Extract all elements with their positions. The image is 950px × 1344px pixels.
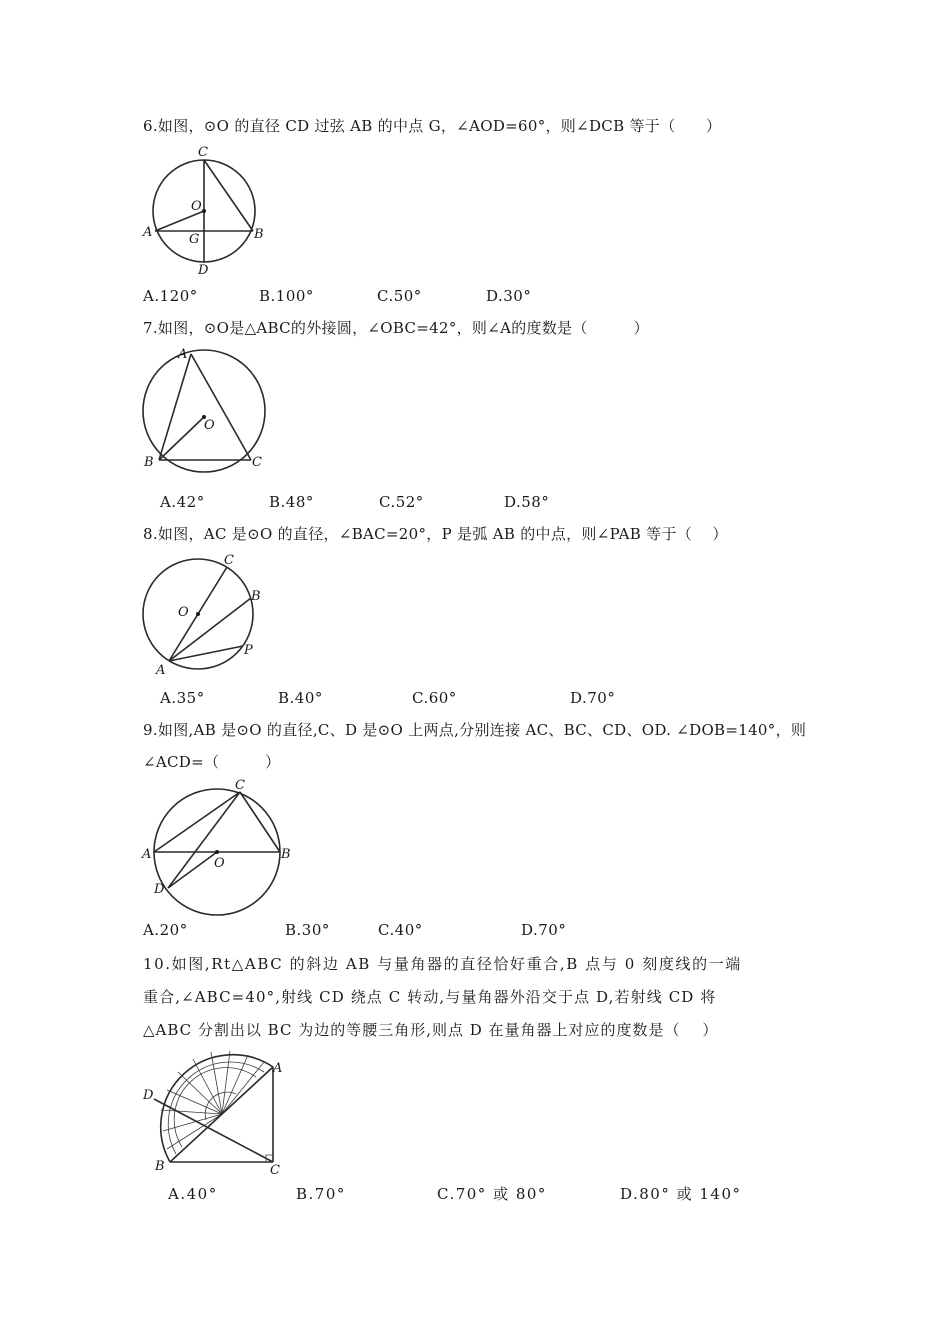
question-8-figure [140,550,265,678]
q7-label-b: B [144,455,154,470]
q7-label-o: O [204,418,215,433]
q6-label-b: B [254,227,264,242]
q10-label-b: B [155,1159,165,1174]
question-7-figure [140,344,270,479]
q9-label-c: C [235,778,245,793]
q9-label-d: D [154,882,165,897]
q10-option-b: B.70° [296,1185,346,1203]
q7-option-d: D.58° [504,493,550,511]
q7-label-c: C [252,455,262,470]
q8-label-b: B [251,589,261,604]
q7-option-a: A.42° [160,493,205,511]
q6-label-c: C [198,145,208,160]
q9-option-b: B.30° [285,921,330,939]
q10-option-d: D.80° 或 140° [620,1185,742,1203]
q6-option-a: A.120° [143,287,198,305]
question-10-figure [140,1048,285,1178]
question-10-text-line2: 重合,∠ABC=40°,射线 CD 绕点 C 转动,与量角器外沿交于点 D,若射线 CD 将 [143,988,717,1006]
q7-option-c: C.52° [379,493,424,511]
q6-option-b: B.100° [259,287,314,305]
q9-option-a: A.20° [143,921,188,939]
question-10-text-line1: 10.如图,Rt△ABC 的斜边 AB 与量角器的直径恰好重合,B 点与 0 刻度线的一端 [143,955,742,973]
question-6-text: 6.如图，⊙O 的直径 CD 过弦 AB 的中点 G，∠AOD=60°，则∠DCB 等于（ ） [143,117,722,135]
q7-label-a: A [178,347,188,362]
q8-option-b: B.40° [278,689,323,707]
q6-option-c: C.50° [377,287,422,305]
question-6-figure [140,142,265,277]
q9-label-o: O [214,856,225,871]
q9-label-a: A [142,847,152,862]
question-9-text-line1: 9.如图,AB 是⊙O 的直径,C、D 是⊙O 上两点,分别连接 AC、BC、CD、OD. ∠DOB=140°，则 [143,721,807,739]
q9-label-b: B [281,847,291,862]
q9-option-d: D.70° [521,921,567,939]
question-9-text-line2: ∠ACD=（ ） [143,753,281,771]
question-7-text: 7.如图，⊙O是△ABC的外接圆，∠OBC=42°，则∠A的度数是（ ） [143,319,649,337]
q8-option-a: A.35° [160,689,205,707]
question-8-text: 8.如图，AC 是⊙O 的直径，∠BAC=20°，P 是弧 AB 的中点，则∠PAB 等于（ ） [143,525,728,543]
q6-option-d: D.30° [486,287,532,305]
q7-option-b: B.48° [269,493,314,511]
q6-label-a: A [143,225,153,240]
q10-label-a: A [273,1061,283,1076]
q8-label-o: O [178,605,189,620]
q6-label-o: O [191,199,202,214]
q6-label-d: D [198,263,209,278]
question-9-figure [140,778,295,913]
q10-label-d: D [143,1088,154,1103]
q8-label-c: C [224,553,234,568]
q8-option-c: C.60° [412,689,457,707]
question-10-text-line3: △ABC 分割出以 BC 为边的等腰三角形,则点 D 在量角器上对应的度数是（ ） [143,1021,719,1039]
q10-option-a: A.40° [168,1185,218,1203]
q10-label-c: C [270,1163,280,1178]
q8-label-a: A [156,663,166,678]
q6-label-g: G [189,232,200,247]
q8-label-p: P [244,643,253,658]
q8-option-d: D.70° [570,689,616,707]
q9-option-c: C.40° [378,921,423,939]
q10-option-c: C.70° 或 80° [437,1185,547,1203]
